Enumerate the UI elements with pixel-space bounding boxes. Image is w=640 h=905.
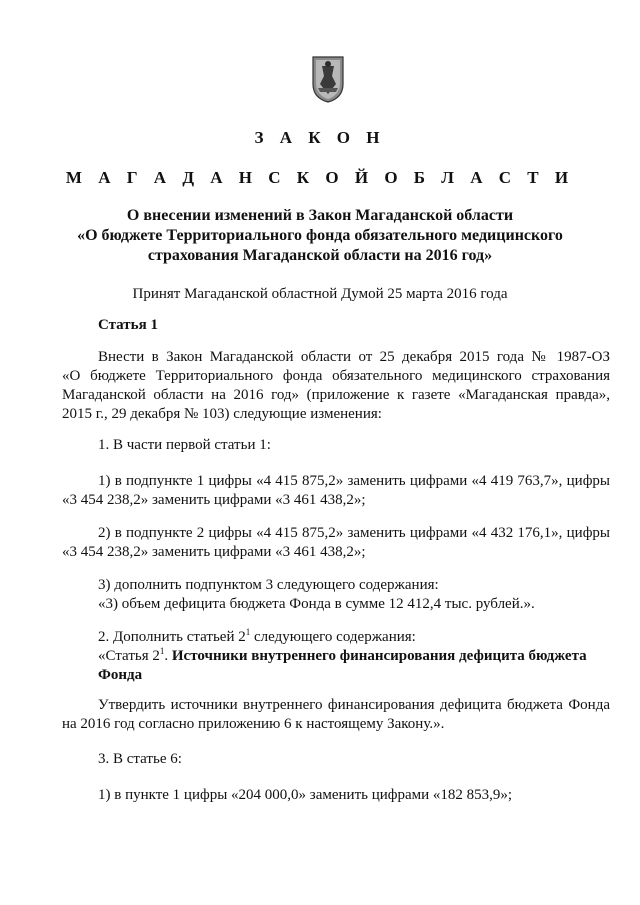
- paragraph-line: «О бюджете Территориального фонда обязательного медицинского страхования: [62, 368, 610, 384]
- paragraph-line: Магаданской области на 2016 год» (приложение к газете «Магаданская правда»,: [62, 387, 610, 403]
- article-1-heading: Статья 1: [98, 317, 158, 333]
- item-2-text: следующего содержания:: [250, 629, 416, 645]
- superscript: 1: [159, 646, 165, 656]
- article-heading: [62, 316, 610, 335]
- document-type-title: З А К О Н: [254, 128, 386, 147]
- article-2-1-dot: .: [164, 648, 172, 664]
- article-2-1-title-cont: Фонда: [98, 667, 143, 683]
- law-subtitle: [0, 206, 640, 266]
- intro-paragraph: [62, 348, 610, 424]
- superscript: 1: [245, 627, 251, 637]
- item-3: [62, 750, 610, 769]
- paragraph-line: «3) объем дефицита бюджета Фонда в сумме 12 412,4 тыс. рублей.».: [98, 596, 535, 612]
- paragraph-line: «3 454 238,2» заменить цифрами «3 461 438,2»;: [62, 544, 366, 560]
- paragraph-line: [62, 628, 610, 647]
- paragraph-line: Внести в Закон Магаданской области от 25 декабря 2015 года № 1987-ОЗ: [98, 349, 610, 365]
- item-1: [62, 436, 610, 455]
- coat-of-arms-emblem: [310, 54, 346, 104]
- region-title: М А Г А Д А Н С К О Й О Б Л А С Т И: [65, 168, 575, 187]
- subtitle-line: О внесении изменений в Закон Магаданской области: [126, 207, 514, 224]
- approve-paragraph: [62, 696, 610, 734]
- paragraph-line: 3) дополнить подпунктом 3 следующего содержания:: [98, 577, 439, 593]
- paragraph-line: [62, 647, 610, 666]
- paragraph-line: «3 454 238,2» заменить цифрами «3 461 438,2»;: [62, 492, 366, 508]
- article-2-1-label: «Статья 2: [98, 648, 160, 664]
- item-3-1: [62, 786, 610, 805]
- paragraph-line: 2) в подпункте 2 цифры «4 415 875,2» заменить цифрами «4 432 176,1», цифры: [98, 525, 610, 541]
- paragraph-line: Утвердить источники внутреннего финансирования дефицита бюджета Фонда: [98, 697, 610, 713]
- paragraph-line: 1. В части первой статьи 1:: [98, 437, 271, 453]
- article-2-1-title: Источники внутреннего финансирования дефицита бюджета: [171, 648, 587, 664]
- subtitle-line: «О бюджете Территориального фонда обязательного медицинского: [77, 227, 563, 244]
- item-1-3: [62, 576, 610, 614]
- item-1-1: [62, 472, 610, 510]
- paragraph-line: на 2016 год согласно приложению 6 к настоящему Закону.».: [62, 716, 445, 732]
- subtitle-line: страхования Магаданской области на 2016 год»: [147, 247, 493, 264]
- item-2: [62, 628, 610, 685]
- paragraph-line: 1) в подпункте 1 цифры «4 415 875,2» заменить цифрами «4 419 763,7», цифры: [98, 473, 610, 489]
- item-2-text: 2. Дополнить статьей 2: [98, 629, 246, 645]
- paragraph-line: 2015 г., 29 декабря № 103) следующие изменения:: [62, 406, 382, 422]
- adoption-date-line: Принят Магаданской областной Думой 25 марта 2016 года: [132, 286, 508, 302]
- item-1-2: [62, 524, 610, 562]
- paragraph-line: 1) в пункте 1 цифры «204 000,0» заменить цифрами «182 853,9»;: [98, 787, 513, 803]
- paragraph-line: 3. В статье 6:: [98, 751, 182, 767]
